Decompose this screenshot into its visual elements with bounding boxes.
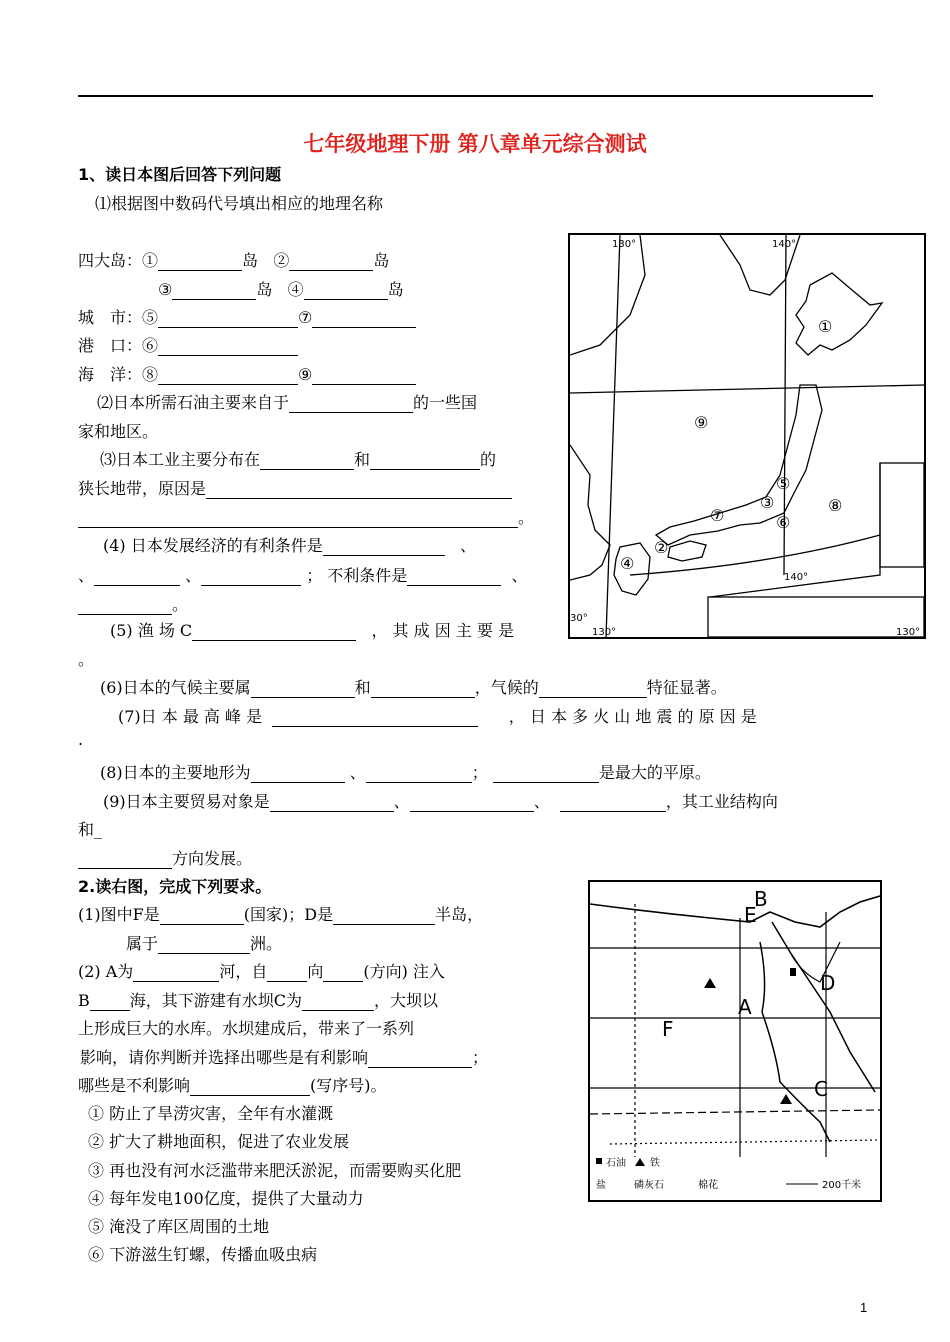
q1-7-text-b: ， 日 本 多 火 山 地 震 的 原 因 是 (508, 707, 757, 726)
q1-2-line1 (97, 390, 477, 413)
q1-9-sep: 、 (393, 792, 410, 811)
lon-top-130: 130° (612, 239, 637, 250)
map-label-1: ① (818, 317, 833, 336)
page-title: 七年级地理下册 第八章单元综合测试 (303, 132, 647, 156)
q2-1-text-d: 属于 (126, 934, 159, 953)
q1-5-text: (5) 渔 场 C (110, 621, 193, 640)
q2-2-line4 (80, 1045, 488, 1068)
blank-direction-from[interactable] (267, 965, 307, 982)
japan-map-svg (570, 235, 924, 637)
q1-3-he: 和 (354, 450, 371, 469)
sea-label: 海 洋： (78, 365, 143, 384)
sea-8-marker: ⑧ (142, 365, 159, 384)
q2-2-line2 (78, 988, 438, 1011)
option-2: ② 扩大了耕地面积，促进了农业发展 (88, 1132, 350, 1151)
q1-9-text-f: 方向发展。 (172, 849, 253, 868)
dao-text: 岛 (242, 251, 259, 270)
q2-heading: 2.读右图，完成下列要求。 (78, 877, 272, 896)
blank-peninsula-d[interactable] (333, 908, 435, 925)
q1-city-row (78, 305, 416, 328)
q2-1-text-b: (国家)；D是 (243, 905, 334, 924)
blank-trade-2[interactable] (410, 795, 534, 812)
sea-9-marker: ⑨ (298, 365, 313, 384)
city-7-marker: ⑦ (298, 308, 313, 327)
blank-highest-peak[interactable] (272, 710, 478, 727)
q1-4-line3 (78, 592, 188, 615)
q1-8-text-d: 是最大的平原。 (598, 763, 711, 782)
map-label-2: ② (654, 538, 669, 557)
port-label: 港 口： (78, 336, 143, 355)
blank-favorable-2[interactable] (94, 569, 180, 586)
q1-7-text: (7)日 本 最 高 峰 是 (118, 707, 263, 726)
map-label-3: ③ (760, 493, 775, 512)
dao-text: 岛 (256, 280, 273, 299)
city-label: 城 市： (78, 308, 143, 327)
blank-terrain-1[interactable] (251, 766, 345, 783)
q1-3-end: 。 (518, 508, 535, 527)
dao-text: 岛 (373, 251, 390, 270)
dao-text: 岛 (387, 280, 404, 299)
q1-9-text-d: ，其工业结构向 (665, 792, 778, 811)
oil-symbol (790, 968, 796, 976)
city-5-marker: ⑤ (142, 308, 159, 327)
q1-3-line2 (78, 476, 512, 499)
map-label-c: C (814, 1077, 828, 1101)
legend-oil: 石油 (606, 1158, 626, 1169)
legend-iron-icon (635, 1158, 645, 1166)
q1-5-end: 。 (78, 650, 95, 669)
page-number: 1 (860, 1300, 868, 1315)
blank-climate-2[interactable] (371, 681, 475, 698)
blank-climate-1[interactable] (251, 681, 355, 698)
blank-sea-8[interactable] (158, 368, 298, 385)
q1-7-line (118, 704, 757, 727)
blank-island-1[interactable] (158, 254, 242, 271)
egypt-map (588, 880, 882, 1202)
q2-2-text-f: 海，其下游建有水坝C为 (129, 991, 303, 1010)
q1-4-text: (4) 日本发展经济的有利条件是 (103, 536, 323, 555)
map-label-d: D (820, 971, 836, 995)
q1-9-text: (9)日本主要贸易对象是 (103, 792, 270, 811)
port-6-marker: ⑥ (142, 336, 159, 355)
blank-country-f[interactable] (160, 908, 244, 925)
q1-sea-row (78, 362, 416, 385)
map-label-f: F (662, 1017, 674, 1041)
q1-3-text-b: 狭长地带，原因是 (78, 479, 207, 498)
blank-industry-reason[interactable] (206, 482, 512, 499)
blank-unfavorable-2[interactable] (78, 598, 172, 615)
q1-6-text: (6)日本的气候主要属 (100, 678, 251, 697)
q2-1-text-e: 洲。 (250, 934, 283, 953)
q1-7-end: . (78, 730, 84, 749)
q1-2-text-b: 的一些国 (413, 393, 478, 412)
option-4: ④ 每年发电100亿度，提供了大量动力 (88, 1189, 364, 1208)
blank-oil-source[interactable] (289, 396, 413, 413)
q1-port-row (78, 333, 298, 356)
map-label-5: ⑤ (776, 474, 791, 493)
lon-bottom-140: 140° (784, 572, 809, 583)
legend-scale: 200千米 (822, 1180, 862, 1191)
q1-5-text-b: ， 其 成 因 主 要 是 (371, 621, 514, 640)
map-label-e: E (744, 903, 757, 927)
blank-fishery[interactable] (192, 624, 356, 641)
blank-terrain-2[interactable] (366, 766, 472, 783)
option-1: ① 防止了旱涝灾害，全年有水灌溉 (88, 1104, 334, 1123)
blank-industry-direction[interactable] (78, 852, 172, 869)
q1-3-de: 的 (480, 450, 497, 469)
island-2-marker: ② (273, 251, 290, 270)
q2-1-line2 (126, 931, 282, 954)
legend-phosphate: 磷灰石 (634, 1180, 664, 1191)
blank-industry-1[interactable] (260, 453, 354, 470)
map-label-a: A (738, 995, 752, 1019)
q2-2-text-e: B (78, 991, 90, 1010)
lat-30: 30° (570, 613, 588, 624)
legend-oil-icon (596, 1158, 602, 1164)
q1-9-sep2: 、 (533, 792, 550, 811)
q1-islands-row2 (158, 277, 404, 300)
iron-symbol (704, 978, 716, 988)
q1-3-text: ⑶日本工业主要分布在 (100, 450, 261, 469)
legend-salt: 盐 (596, 1180, 606, 1191)
q1-3-line1 (100, 447, 496, 470)
q1-6-text-b: ，气候的 (474, 678, 539, 697)
blank-benefits[interactable] (368, 1051, 472, 1068)
blank-sea-9[interactable] (312, 368, 416, 385)
lon-bottom-130-inset: 130° (896, 627, 921, 637)
egypt-map-svg (590, 882, 880, 1200)
island-3-marker: ③ (158, 280, 173, 299)
q1-6-line (100, 675, 727, 698)
q1-4-end: 。 (172, 595, 189, 614)
map-label-6: ⑥ (776, 513, 791, 532)
blank-dam-c[interactable] (302, 994, 374, 1011)
q1-9-line3 (78, 846, 252, 869)
japan-map (568, 233, 926, 639)
q2-2-text-d: (方向) 注入 (363, 962, 445, 981)
q1-8-line (100, 760, 711, 783)
q1-4-sep: 、 (78, 566, 95, 585)
q1-9-line1 (103, 789, 778, 812)
q2-2-text-i: 影响，请你判断并选择出哪些是有利影响 (80, 1048, 369, 1067)
q1-heading: 1、读日本图后回答下列问题 (78, 165, 282, 184)
blank-climate-feature[interactable] (539, 681, 647, 698)
blank-industry-reason-2[interactable] (78, 511, 518, 528)
blank-harms[interactable] (190, 1079, 310, 1096)
legend-iron: 铁 (650, 1158, 660, 1169)
q1-sub1: ⑴根据图中数码代号填出相应的地理名称 (95, 194, 384, 213)
blank-industry-2[interactable] (370, 453, 480, 470)
q1-6-text-c: 特征显著。 (646, 678, 727, 697)
blank-favorable-3[interactable] (201, 569, 301, 586)
q2-2-text-j: ； (472, 1048, 489, 1067)
map-label-8: ⑧ (828, 496, 843, 515)
q1-4-sep3: 、 (511, 566, 528, 585)
blank-river-a[interactable] (133, 965, 219, 982)
blank-direction-to[interactable] (323, 965, 363, 982)
q2-2-text-c: 向 (307, 962, 324, 981)
q2-1-text-c: 半岛， (435, 905, 484, 924)
option-5: ⑤ 淹没了库区周围的土地 (88, 1217, 270, 1236)
islands-label: 四大岛： (78, 251, 143, 270)
blank-port-6[interactable] (158, 339, 298, 356)
q1-5-line1 (110, 618, 514, 641)
q1-4-comma: 、 (460, 536, 477, 555)
blank-continent[interactable] (158, 937, 250, 954)
map-label-9: ⑨ (694, 413, 709, 432)
q2-2-text-g: ，大坝以 (374, 991, 439, 1010)
q2-2-text-b: 河，自 (219, 962, 268, 981)
q1-6-he: 和 (354, 678, 371, 697)
option-3: ③ 再也没有河水泛滥带来肥沃淤泥，而需要购买化肥 (88, 1161, 462, 1180)
q1-4-line2 (78, 563, 528, 586)
blank-unfavorable-1[interactable] (407, 569, 501, 586)
q2-1-text: (1)图中F是 (78, 905, 160, 924)
map-label-4: ④ (620, 554, 635, 573)
blank-city-7[interactable] (312, 311, 416, 328)
q1-8-sep2: ； (471, 763, 488, 782)
option-6: ⑥ 下游滋生钉螺，传播血吸虫病 (88, 1245, 318, 1264)
lon-bottom-130: 130° (592, 627, 617, 637)
q1-9-line2: 和_ (78, 820, 103, 839)
q1-8-text: (8)日本的主要地形为 (100, 763, 251, 782)
island-1-marker: ① (142, 251, 159, 270)
q1-8-sep: 、 (349, 763, 366, 782)
blank-trade-1[interactable] (270, 795, 394, 812)
island-4-marker: ④ (287, 280, 304, 299)
q2-2-line5 (78, 1073, 387, 1096)
blank-city-5[interactable] (158, 311, 298, 328)
iron-symbol (780, 1094, 792, 1104)
q2-2-text-k: 哪些是不利影响 (78, 1076, 191, 1095)
map-label-7: ⑦ (710, 506, 725, 525)
map-label-b: B (754, 887, 768, 911)
q1-4-line1 (103, 533, 476, 556)
q1-4-sep2: 、 (185, 566, 202, 585)
q1-islands-row1 (78, 248, 389, 271)
q1-4-unfavorable: ； 不利条件是 (306, 566, 408, 585)
blank-trade-3[interactable] (560, 795, 666, 812)
lon-top-140: 140° (772, 239, 797, 250)
blank-island-2[interactable] (289, 254, 373, 271)
q2-1-line1 (78, 902, 483, 925)
q1-2-text: ⑵日本所需石油主要来自于 (97, 393, 290, 412)
blank-island-4[interactable] (304, 283, 388, 300)
blank-favorable-1[interactable] (323, 539, 445, 556)
top-rule (78, 95, 873, 97)
q1-2-line2: 家和地区。 (78, 422, 159, 441)
blank-sea-b[interactable] (90, 994, 130, 1011)
legend-cotton: 棉花 (698, 1180, 718, 1191)
q2-2-text: (2) A为 (78, 962, 134, 981)
q2-2-text-l: (写序号)。 (310, 1076, 387, 1095)
q2-2-line3: 上形成巨大的水库。水坝建成后，带来了一系列 (78, 1019, 415, 1038)
blank-island-3[interactable] (172, 283, 256, 300)
q1-3-line3 (78, 505, 534, 528)
blank-largest-plain[interactable] (493, 766, 599, 783)
q2-2-line1 (78, 959, 445, 982)
